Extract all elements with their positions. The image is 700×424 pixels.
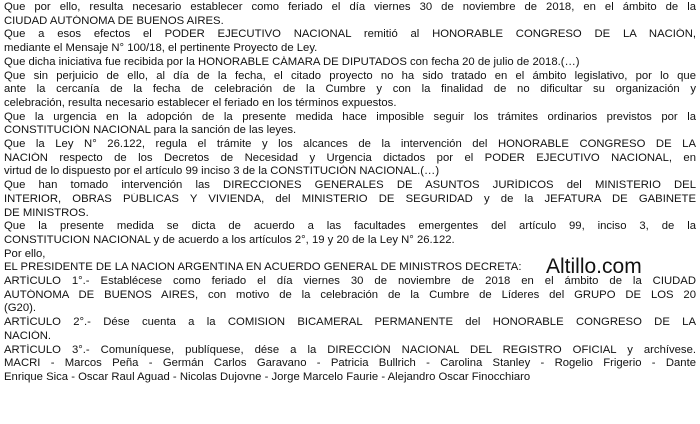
text-line: Que han tomado intervención las DIRECCIONES GENERALES DE ASUNTOS JURÍDICOS del MINISTERIO DEL — [4, 179, 696, 192]
text-line: DE MINISTROS. — [4, 206, 89, 219]
watermark-text: Altillo.com — [546, 255, 642, 278]
text-line: Que sin perjuicio de ello, al día de la fecha, el citado proyecto no ha sido tratado en el ámbito legislativo, por lo que — [4, 69, 696, 82]
text-line: CIUDAD AUTÓNOMA DE BUENOS AIRES. — [4, 14, 224, 27]
text-line: Que la presente medida se dicta de acuerdo a las facultades emergentes del artículo 99, inciso 3, de la — [4, 220, 696, 233]
text-line: ante la cercanía de la fecha de celebración de la Cumbre y con la finalidad de no dificultar su organización y — [4, 83, 696, 96]
decree-document — [4, 1, 696, 385]
text-line: INTERIOR, OBRAS PÚBLICAS Y VIVIENDA, del MINISTERIO DE SEGURIDAD y de la JEFATURA DE GABINETE — [4, 192, 696, 205]
text-line: Que a esos efectos el PODER EJECUTIVO NACIONAL remitió al HONORABLE CONGRESO DE LA NACIÓN, — [4, 28, 696, 41]
text-line: celebración, resulta necesario establecer el feriado en los términos expuestos. — [4, 96, 397, 109]
text-line: CONSTITUCION NACIONAL y de acuerdo a los artículos 2°, 19 y 20 de la Ley N° 26.122. — [4, 233, 455, 246]
text-line: NACIÓN. — [4, 329, 52, 342]
text-line: MACRI - Marcos Peña - Germán Carlos Garavano - Patricia Bullrich - Carolina Stanley - Rogelio Frigerio - Dante — [4, 357, 696, 370]
text-line: ARTÍCULO 1°.- Establécese como feriado el día viernes 30 de noviembre de 2018 en el ámbito de la CIUDAD — [4, 275, 696, 288]
text-line: CONSTITUCIÓN NACIONAL para la sanción de las leyes. — [4, 124, 297, 137]
text-line: Que la urgencia en la adopción de la presente medida hace imposible seguir los trámites ordinarios previstos por la — [4, 110, 696, 123]
text-line: Que dicha iniciativa fue recibida por la HONORABLE CÁMARA DE DIPUTADOS con fecha 20 de julio de 2018.(…) — [4, 55, 580, 68]
text-line: Que por ello, resulta necesario establecer como feriado el día viernes 30 de noviembre de 2018, en el ámbito de la — [4, 1, 696, 13]
text-line: AUTÓNOMA DE BUENOS AIRES, con motivo de la celebración de la Cumbre de Líderes del GRUPO DE LOS 20 — [4, 288, 696, 301]
text-line: (G20). — [4, 302, 37, 315]
text-line: ARTÍCULO 2°.- Dése cuenta a la COMISION BICAMERAL PERMANENTE del HONORABLE CONGRESO DE LA — [4, 316, 696, 329]
text-line: Por ello, — [4, 247, 46, 260]
text-line: EL PRESIDENTE DE LA NACION ARGENTINA EN ACUERDO GENERAL DE MINISTROS DECRETA: — [4, 261, 522, 274]
text-line: mediante el Mensaje N° 100/18, el pertinente Proyecto de Ley. — [4, 42, 318, 55]
text-line: NACIÓN respecto de los Decretos de Necesidad y Urgencia dictados por el PODER EJECUTIVO NACIONAL, en — [4, 151, 696, 164]
text-line: Enrique Sica - Oscar Raul Aguad - Nicolas Dujovne - Jorge Marcelo Faurie - Alejandro Oscar Finocchiaro — [4, 370, 531, 383]
text-line: virtud de lo dispuesto por el artículo 99 inciso 3 de la CONSTITUCIÓN NACIONAL.(…) — [4, 165, 440, 178]
text-line: ARTÍCULO 3°.- Comuníquese, publíquese, dése a la DIRECCIÓN NACIONAL DEL REGISTRO OFICIAL y archívese. — [4, 343, 696, 356]
text-line: Que la Ley N° 26.122, regula el trámite y los alcances de la intervención del HONORABLE CONGRESO DE LA — [4, 138, 696, 151]
